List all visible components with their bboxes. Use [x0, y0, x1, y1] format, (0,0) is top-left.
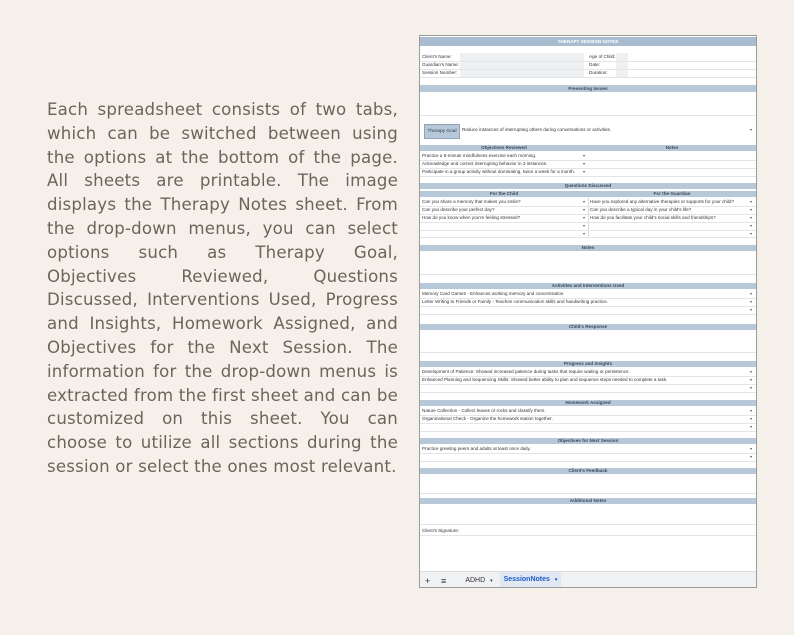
homework-item[interactable]: Organizational Check - Organize the homework station together. [422, 416, 553, 421]
dropdown-arrow-icon[interactable]: ▾ [583, 169, 586, 174]
dropdown-arrow-icon[interactable]: ▾ [750, 377, 753, 382]
childs-response-header: Child's Response [420, 324, 756, 330]
therapy-goal-label: Therapy Goal [424, 124, 460, 139]
row-line [420, 237, 756, 238]
guardian-name-label: Guardian's Name: [422, 62, 459, 67]
dropdown-arrow-icon[interactable]: ▾ [750, 223, 753, 228]
dropdown-arrow-icon[interactable]: ▾ [583, 161, 586, 166]
row-line [420, 423, 756, 424]
presenting-issues-header: Presenting Issues [420, 85, 756, 92]
dropdown-arrow-icon[interactable]: ▾ [750, 385, 753, 390]
tab-sessionnotes[interactable] [500, 572, 561, 588]
dropdown-arrow-icon[interactable]: ▾ [750, 369, 753, 374]
dropdown-arrow-icon[interactable]: ▾ [583, 199, 586, 204]
row-line [420, 61, 756, 62]
next-objectives-header: Objectives for Next Session [420, 438, 756, 444]
objective-item[interactable]: Practice a 5-minute mindfulness exercise each morning. [422, 153, 537, 158]
client-name-label: Client's Name: [422, 54, 452, 59]
dropdown-arrow-icon[interactable]: ▾ [750, 416, 753, 421]
dropdown-arrow-icon[interactable]: ▾ [583, 215, 586, 220]
row-line [420, 214, 756, 215]
session-number-label: Session Number: [422, 70, 458, 75]
row-line [420, 461, 756, 462]
row-line [420, 453, 756, 454]
row-line [420, 415, 756, 416]
sheet-tab-bar [420, 571, 756, 588]
activity-item[interactable]: Memory Card Games - Enhances working memory and concentration. [422, 291, 565, 296]
description-text: Each spreadsheet consists of two tabs, which can be switched between using the options at the bottom of the page. All sheets are printable. The image displays the Therapy Notes sheet. From the drop-down menus, you can select options such as Therapy Goal, Objectives Reviewed, Questions Discussed, Interventions Used, Progress and Insights, Homework Assigned, and Objectives for the Next Session. The information for the drop-down menus is extracted from the first sheet and can be customized on this sheet. You can choose to utilize all sections during the session or select the ones most relevant. [47, 100, 398, 476]
row-line [420, 160, 756, 161]
sheet-grid [420, 36, 756, 566]
row-line [420, 384, 756, 385]
homework-item[interactable]: Nature Collection - Collect leaves or rocks and classify them. [422, 408, 546, 413]
row-line [420, 222, 756, 223]
objective-item[interactable]: Participate in a group activity without dominating, twice a week for a month. [422, 169, 575, 174]
spreadsheet-preview [419, 35, 757, 588]
dropdown-arrow-icon[interactable]: ▾ [750, 307, 753, 312]
session-info-values[interactable] [616, 53, 628, 78]
activity-item[interactable]: Letter Writing to Friends or Family - Teaches communication skills and handwriting practice. [422, 299, 608, 304]
dropdown-arrow-icon[interactable]: ▾ [583, 223, 586, 228]
dropdown-arrow-icon[interactable]: ▾ [750, 446, 753, 451]
objectives-notes-header: Notes [588, 145, 756, 151]
column-divider [588, 197, 589, 237]
tab-label: ADHD [465, 577, 486, 584]
row-line [420, 314, 756, 315]
row-line [420, 431, 756, 432]
notes-header: Notes [420, 245, 756, 251]
objectives-header: Objectives Reviewed [420, 145, 588, 151]
guardian-question[interactable]: Have you explored any alternative therapies or supports for your child? [590, 199, 735, 204]
guardian-question[interactable]: How do you facilitate your child's social skills and friendships? [590, 215, 716, 220]
dropdown-arrow-icon[interactable]: ▾ [750, 299, 753, 304]
all-sheets-menu-icon[interactable]: ≡ [441, 575, 447, 586]
tab-label: SessionNotes [503, 576, 550, 583]
dropdown-arrow-icon[interactable]: ▾ [750, 454, 753, 459]
dropdown-arrow-icon[interactable]: ▾ [750, 408, 753, 413]
dropdown-arrow-icon[interactable]: ▾ [750, 207, 753, 212]
therapy-goal-dropdown[interactable]: Reduce instances of interrupting others during conversations or activities. [462, 127, 612, 132]
row-line [420, 274, 756, 275]
questions-header: Questions Discussed [420, 183, 756, 189]
date-label: Date: [589, 62, 600, 67]
objective-item[interactable]: Acknowledge and correct interrupting behavior in 3 instances. [422, 161, 548, 166]
additional-notes-header: Additional Notes [420, 498, 756, 504]
dropdown-arrow-icon[interactable]: ▾ [750, 424, 753, 429]
child-question[interactable]: Can you describe your perfect day? [422, 207, 495, 212]
next-objective-item[interactable]: Practice greeting peers and adults at least once daily. [422, 446, 531, 451]
client-info-values[interactable] [460, 53, 584, 78]
row-line [420, 352, 756, 353]
row-line [420, 168, 756, 169]
age-label: Age of Child: [589, 54, 616, 59]
row-line [420, 535, 756, 536]
progress-item[interactable]: Enhanced Planning and Sequencing Skills: Showed better ability to plan and sequence steps needed to complete a task. [422, 377, 668, 382]
activities-header: Activities and Interventions Used [420, 283, 756, 289]
sheet-title: THERAPY SESSION NOTES [420, 37, 756, 46]
add-sheet-button[interactable]: + [425, 575, 431, 586]
dropdown-arrow-icon[interactable]: ▾ [583, 207, 586, 212]
row-line [420, 206, 756, 207]
row-line [420, 77, 756, 78]
homework-header: Homework Assigned [420, 400, 756, 406]
guardian-question[interactable]: Can you describe a typical day in your child's life? [590, 207, 692, 212]
row-line [420, 306, 756, 307]
dropdown-arrow-icon[interactable]: ▾ [750, 215, 753, 220]
for-guardian-header: For the Guardian [588, 191, 756, 197]
row-line [420, 376, 756, 377]
chevron-down-icon[interactable]: ▾ [490, 577, 493, 584]
row-line [420, 392, 756, 393]
clients-feedback-header: Client's Feedback [420, 468, 756, 474]
row-line [420, 524, 756, 525]
signature-label: Client's Signature: [422, 528, 460, 533]
row-line [420, 69, 756, 70]
row-line [420, 230, 756, 231]
dropdown-arrow-icon[interactable]: ▾ [583, 231, 586, 236]
dropdown-arrow-icon[interactable]: ▾ [750, 291, 753, 296]
dropdown-arrow-icon[interactable]: ▾ [583, 153, 586, 158]
row-line [420, 493, 756, 494]
tab-adhd[interactable] [460, 572, 498, 588]
progress-header: Progress and Insights [420, 361, 756, 367]
duration-label: Duration: [589, 70, 608, 75]
dropdown-arrow-icon[interactable]: ▾ [750, 199, 753, 204]
progress-item[interactable]: Development of Patience: Showed increased patience during tasks that require waiting or persistence. [422, 369, 630, 374]
chevron-down-icon[interactable]: ▾ [554, 576, 558, 583]
dropdown-arrow-icon[interactable]: ▾ [750, 127, 753, 132]
row-line [420, 298, 756, 299]
row-line [420, 176, 756, 177]
row-line [420, 115, 756, 116]
for-child-header: For the Child [420, 191, 588, 197]
child-question[interactable]: Can you share a memory that makes you smile? [422, 199, 521, 204]
dropdown-arrow-icon[interactable]: ▾ [750, 231, 753, 236]
child-question[interactable]: How do you know when you're feeling stressed? [422, 215, 521, 220]
